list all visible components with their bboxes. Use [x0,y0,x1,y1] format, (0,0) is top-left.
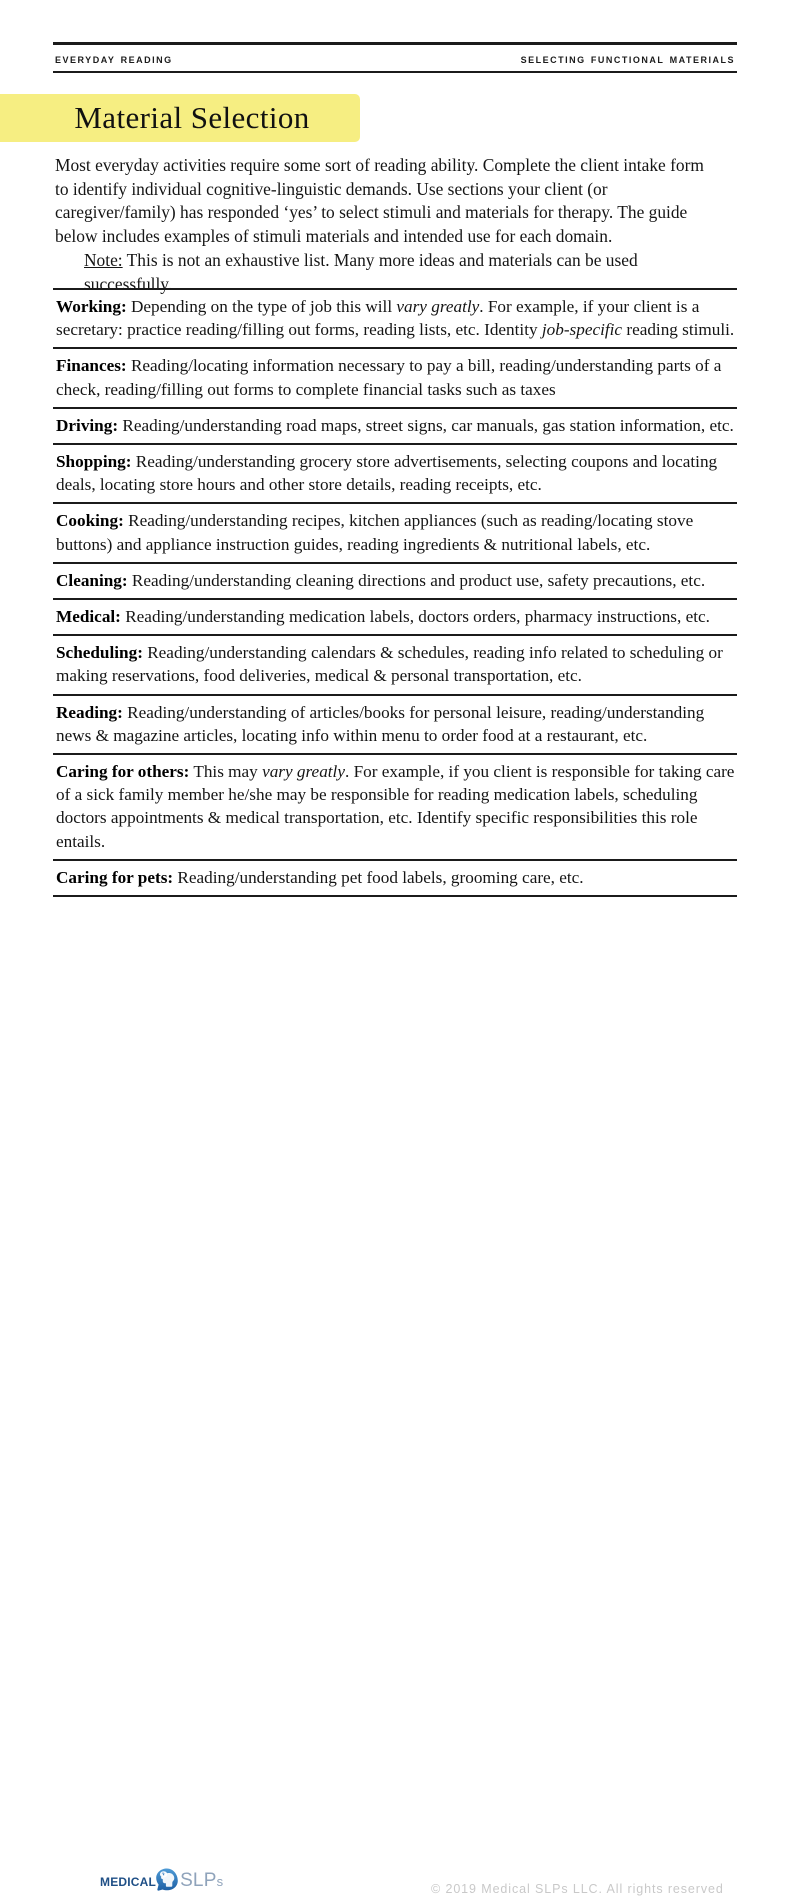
domain-label: Finances: [56,356,127,376]
domain-label: Caring for others: [56,762,190,782]
page-footer [0,930,791,1896]
domain-text-segment: . For example, if you client is responsible for taking care of a sick family member he/she may be responsible for reading medication labels, scheduling doctors appointments & medical transportation, etc. Identify specific responsibilities this role entails. [56,762,735,851]
domain-text [56,569,736,592]
domain-text [56,866,736,889]
header-bottom-rule [53,71,737,73]
domain-text-segment: This may [189,762,263,782]
domain-text-segment: Reading/understanding recipes, kitchen appliances (such as reading/locating stove buttons) and appliance instruction guides, reading ingredients & nutritional labels, etc. [56,511,694,554]
domain-text-emphasis: vary greatly [262,762,345,782]
page-header [53,42,737,73]
domain-text [56,509,736,555]
domain-label: Cleaning: [56,570,128,590]
domain-label: Scheduling: [56,643,143,663]
domain-item [53,407,737,443]
medical-slps-logo [100,1866,223,1896]
note-text: This is not an exhaustive list. Many more ideas and materials can be used successfully. [84,250,638,294]
domain-text [56,641,736,687]
domain-text-segment: Reading/understanding road maps, street signs, car manuals, gas station information, etc. [118,415,734,435]
domain-item [53,502,737,561]
domain-label: Working: [56,297,127,316]
domain-text [56,701,736,747]
intro-paragraph: Most everyday activities require some sort of reading ability. Complete the client intake form to identify individual cognitive-linguistic demands. Use sections your client (or caregiver/family) has responded ‘yes’ to select stimuli and materials for therapy. The guide below includes examples of stimuli materials and intended use for each domain. [55,155,704,246]
domain-text-segment: Reading/locating information necessary to pay a bill, reading/understanding parts of a check, reading/filling out forms to complete financial tasks such as taxes [56,356,722,399]
logo-slps-suffix: s [216,1874,224,1889]
domain-text [56,295,736,341]
domain-text-segment: Reading/understanding grocery store advertisements, selecting coupons and locating deals, locating store hours and other store details, reading receipts, etc. [56,452,718,495]
domain-item [53,753,737,859]
domain-text-segment: Reading/understanding medication labels, doctors orders, pharmacy instructions, etc. [120,607,710,627]
domain-text-segment: Reading/understanding of articles/books for personal leisure, reading/understanding news & magazine articles, locating info within menu to order food at a restaurant, etc. [56,702,705,745]
note-label: Note: [84,250,123,270]
copyright-text: © 2019 Medical SLPs LLC. All rights reserved [431,1882,724,1896]
domain-label: Medical: [56,607,121,627]
domain-item [53,562,737,598]
header-left-title: everyday reading [55,51,173,66]
domain-text-segment: Reading/understanding calendars & schedules, reading info related to scheduling or making reservations, food deliveries, medical & personal transportation, etc. [56,643,723,686]
logo-slp-text: SLP [180,1870,217,1891]
domain-text [56,450,736,496]
domain-text-segment: Reading/understanding pet food labels, grooming care, etc. [173,867,584,887]
domain-item [53,347,737,406]
domain-label: Reading: [56,702,123,722]
domain-text-segment: Depending on the type of job this will [126,297,397,316]
head-profile-icon [154,1867,180,1893]
logo-medical-text: medical [100,1871,157,1890]
domain-item [53,859,737,897]
domain-text-segment: . For example, if your client is a secretary: practice reading/filling out forms, reading lists, etc. Identity [56,297,700,340]
domain-item [53,443,737,502]
page-title: Material Selection [74,100,310,135]
logo-slps-text [180,1870,223,1892]
domain-item [53,598,737,634]
domain-label: Driving: [56,415,119,435]
domain-text [56,354,736,400]
domain-text [56,414,736,437]
domain-text-emphasis: vary greatly [396,297,480,316]
domain-label: Shopping: [56,452,132,472]
domain-text [56,605,736,628]
domain-text-segment: reading stimuli. [622,320,735,340]
intro-paragraph-block [55,154,715,248]
header-row [53,45,737,71]
domain-item [53,634,737,693]
header-right-title: selecting functional materials [520,51,735,66]
domain-item [53,694,737,753]
domain-text [56,760,736,853]
domain-label: Caring for pets: [56,867,174,887]
domain-text-emphasis: job-specific [541,320,623,340]
domain-label: Cooking: [56,511,124,531]
domain-item [53,288,737,347]
domain-text-segment: Reading/understanding cleaning directions and product use, safety precautions, etc. [127,570,706,590]
domain-list [53,288,737,897]
